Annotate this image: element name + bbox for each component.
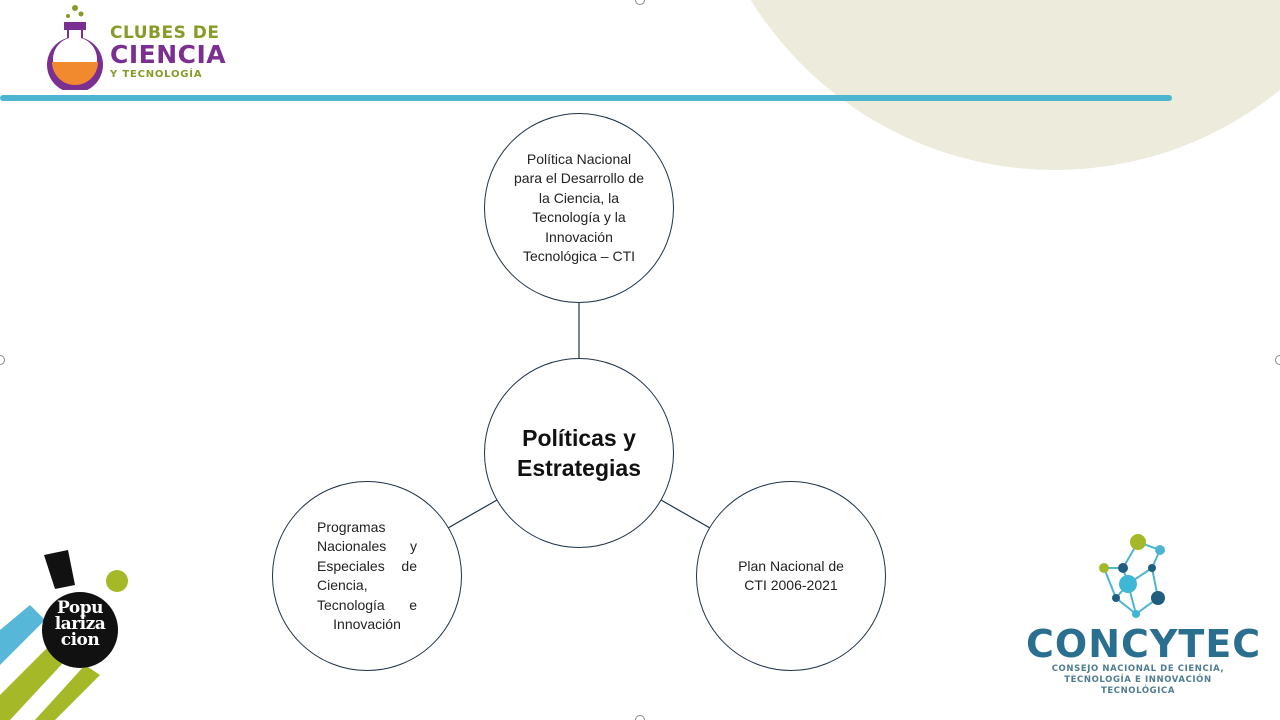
node-politica-nacional[interactable]: [484, 113, 674, 303]
node-label: Programas Nacionales y Especiales de Ciencia, Tecnología e Innovación: [317, 518, 417, 632]
popularizacion-logo-text: Popu lariza cion: [54, 598, 106, 650]
node-label: Política Nacional para el Desarrollo de la Ciencia, la Tecnología y la Innovación Tecnológica – CTI: [514, 150, 644, 264]
logo-line-2: CIENCIA: [110, 40, 227, 69]
concytec-logo-text: CONCYTEC: [1026, 622, 1262, 666]
logo-line-3: Y TECNOLOGÍA: [110, 69, 203, 80]
concytec-logo-subtitle: CONSEJO NACIONAL DE CIENCIA, TECNOLOGÍA E INNOVACIÓN TECNOLÓGICA: [1051, 664, 1225, 696]
logo-line-1: CLUBES DE: [110, 23, 220, 43]
connector-right: [661, 500, 710, 528]
stripe-blue: [0, 605, 45, 665]
node-programas-nacionales[interactable]: [272, 481, 462, 671]
bubble-icon: [106, 570, 128, 592]
connector-left: [448, 500, 497, 528]
flask-neck-icon: [44, 550, 75, 589]
node-center-politicas[interactable]: [484, 358, 674, 548]
node-plan-nacional[interactable]: [696, 481, 886, 671]
node-label: Plan Nacional de CTI 2006-2021: [738, 557, 844, 593]
node-label: Políticas y Estrategias: [516, 425, 641, 481]
